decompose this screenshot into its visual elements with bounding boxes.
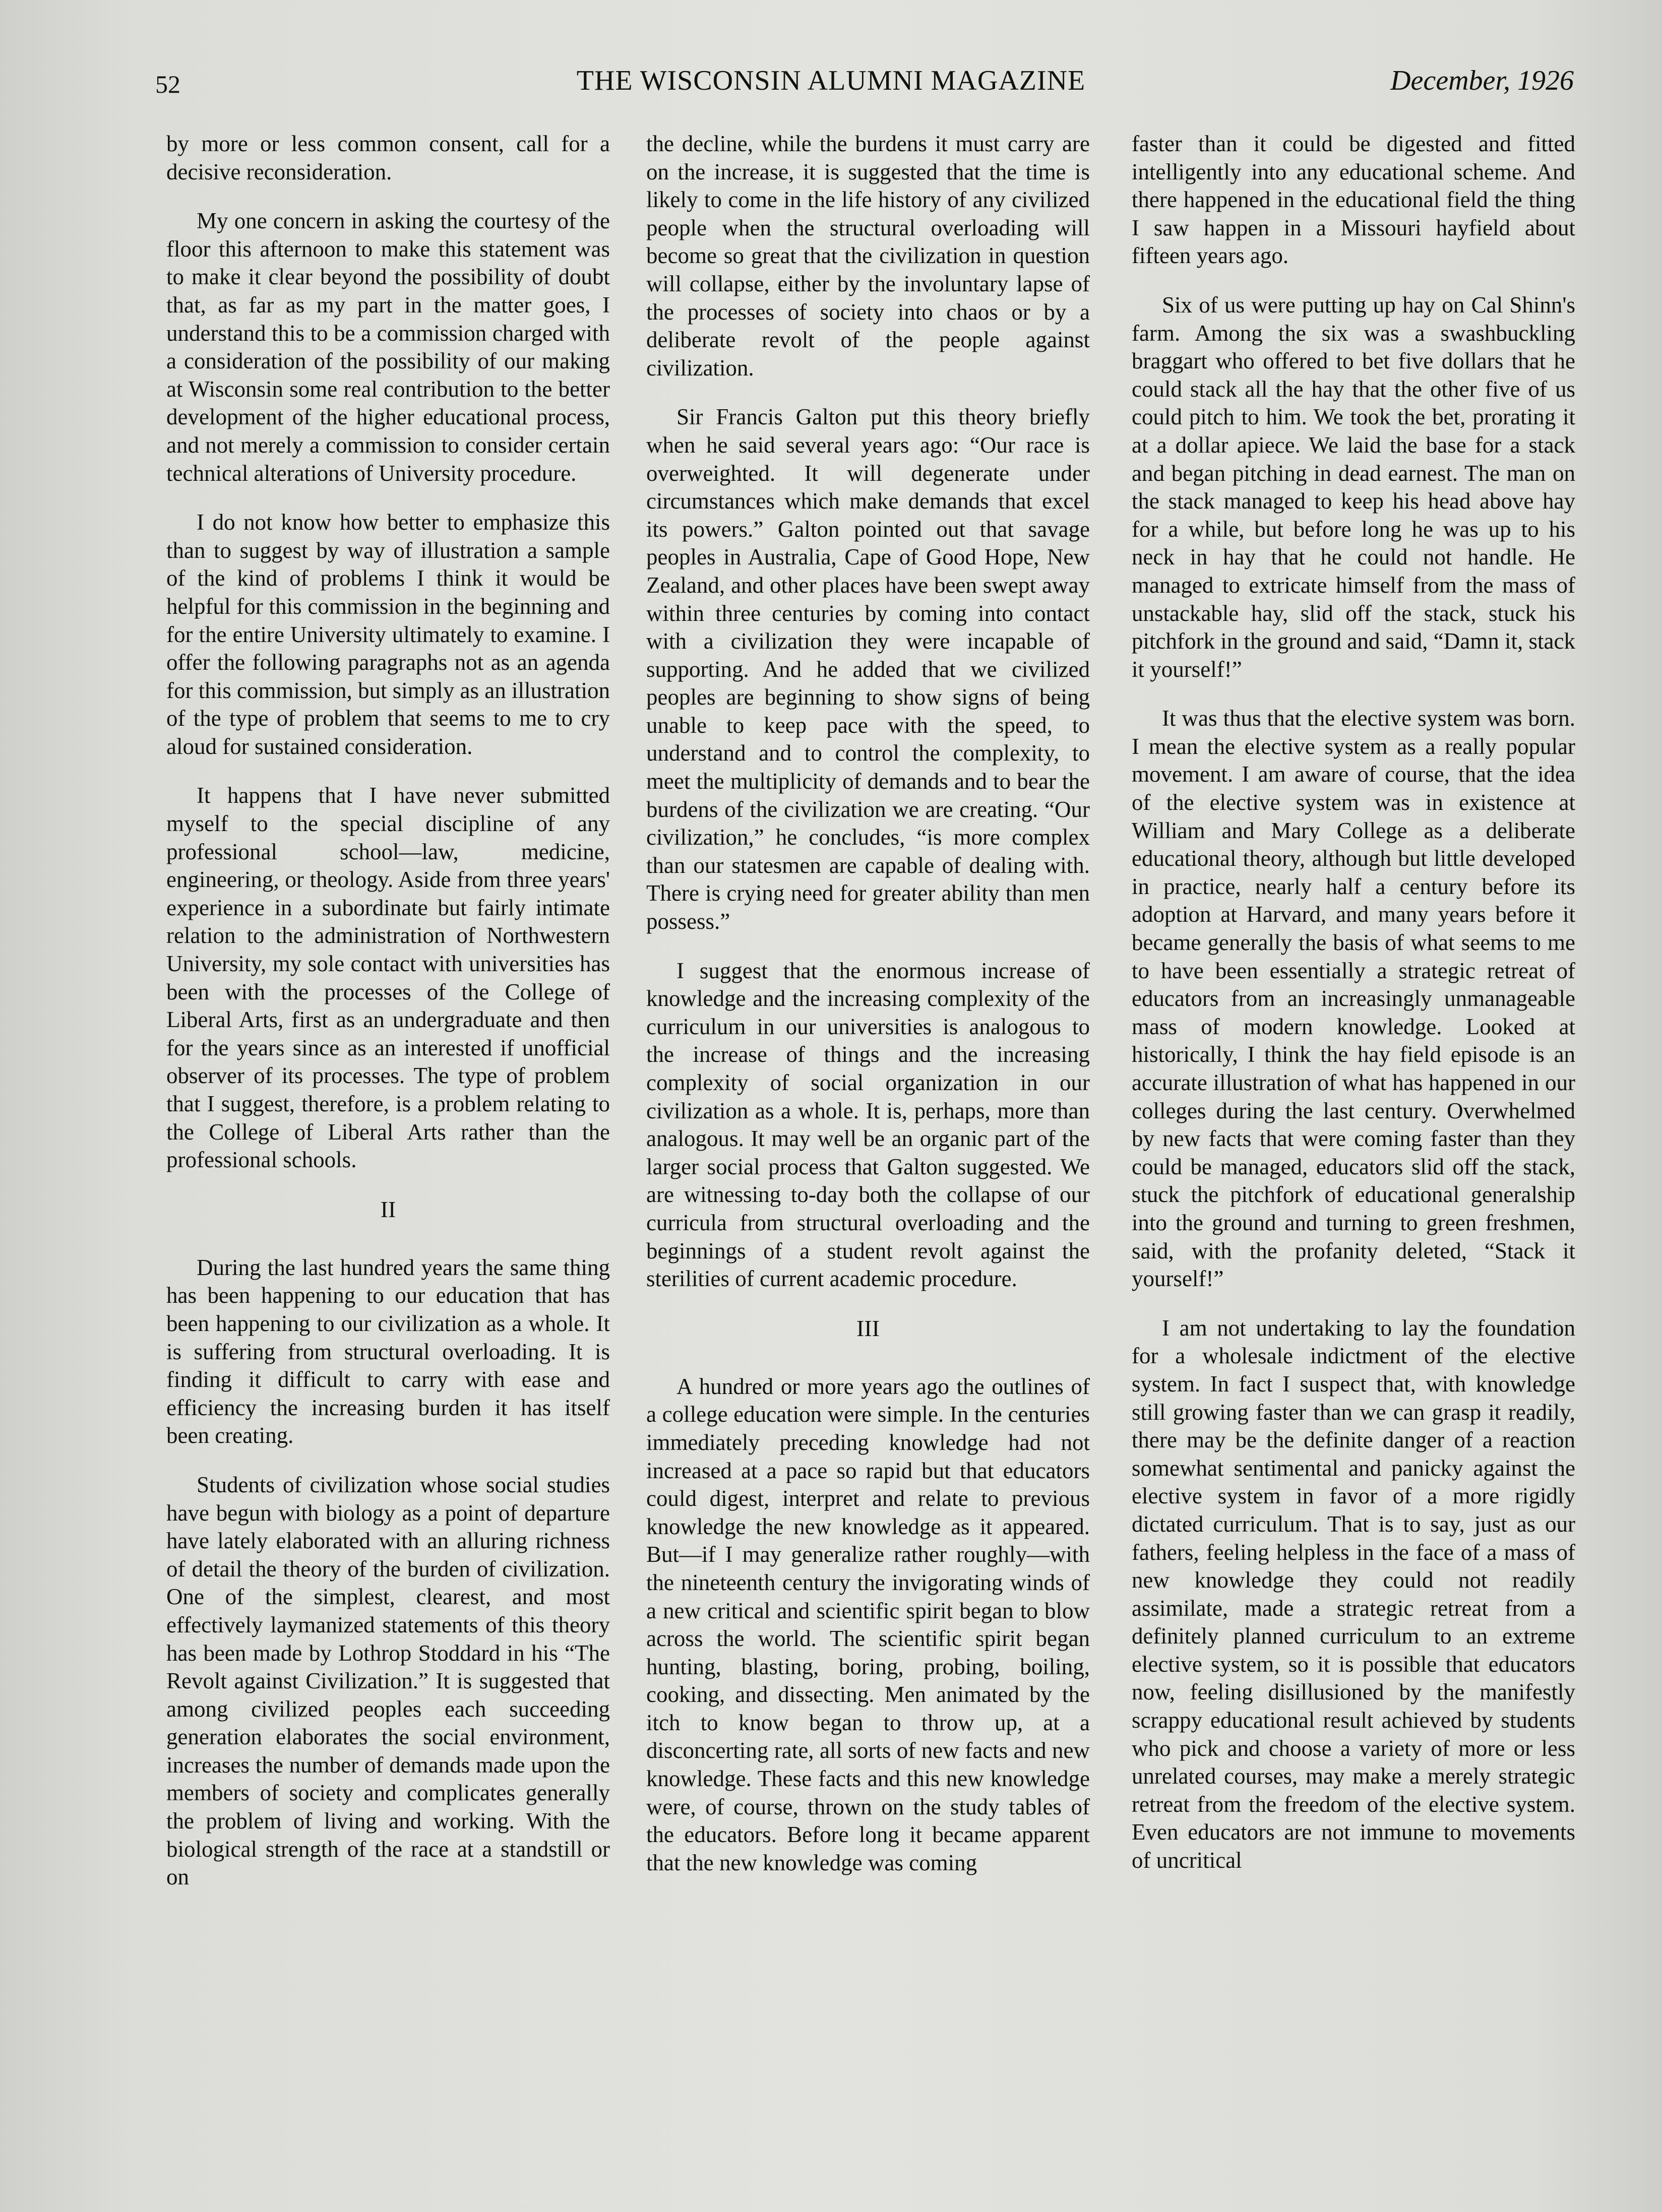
paragraph: Six of us were putting up hay on Cal Shinn's farm. Among the six was a swashbuckling braggart who offered to bet five dollars that he could stack all the hay that the other five of us could pitch to him. We took the bet, prorating it at a dollar apiece. We laid the base for a stack and began pitching in dead earnest. The man on the stack managed to keep his head above hay for a while, but before long he was up to his neck in hay that he could not handle. He managed to extricate himself from the mass of unstackable hay, slid off the stack, stuck his pitchfork in the ground and said, “Damn it, stack it yourself!” — [1132, 292, 1575, 682]
paragraph: Students of civilization whose social studies have begun with biology as a point of departure have lately elaborated with an alluring richness of detail the theory of the burden of civilization. One of the simplest, clearest, and most effectively laymanized statements of this theory has been made by Lothrop Stoddard in his “The Revolt against Civilization.” It is suggested that among civilized peoples each succeeding generation elaborates the social environment, increases the number of demands made upon the members of society and complicates generally the problem of living and working. With the biological strength of the race at a standstill or on — [166, 1472, 610, 1890]
paragraph: A hundred or more years ago the outlines of a college education were simple. In the centuries immediately preceding knowledge had not increased at a pace so rapid but that educators could digest, interpret and relate to previous knowledge the new knowledge as it appeared. But—if I may generalize rather roughly—with the nineteenth century the invigorating winds of a new critical and scientific spirit began to blow across the world. The scientific spirit began hunting, blasting, boring, probing, boiling, cooking, and dissecting. Men animated by the itch to know began to throw up, at a disconcerting rate, all sorts of new facts and new knowledge. These facts and this new knowledge were, of course, thrown on the study tables of the educators. Before long it became apparent that the new knowledge was coming — [646, 1373, 1090, 1875]
paragraph: faster than it could be digested and fitted intelligently into any educational scheme. And there happened in the educational field the thing I saw happen in a Missouri hayfield about fifteen years ago. — [1132, 131, 1575, 269]
paragraph: I am not undertaking to lay the foundation for a wholesale indictment of the elective system. In fact I suspect that, with knowledge still growing faster than we can grasp it readily, there may be the definite danger of a reaction somewhat sentimental and panicky against the elective system in favor of a more rigidly dictated curriculum. That is to say, just as our fathers, feeling helpless in the face of a mass of new knowledge they could not readily assimilate, made a strategic retreat from a definitely planned curriculum to an extreme elective system, so it is possible that educators now, feeling disillusioned by the manifestly scrappy educational result achieved by students who pick and choose a variety of more or less unrelated courses, may make a merely strategic retreat from the freedom of the elective system. Even educators are not immune to movements of uncritical — [1132, 1315, 1575, 1873]
paragraph: the decline, while the burdens it must carry are on the increase, it is suggested that the time is likely to come in the life history of any civilized people when the structural overloading will become so great that the civilization in question will collapse, either by the involuntary lapse of the processes of society into chaos or by a deliberate revolt of the people against civilization. — [646, 131, 1090, 381]
paragraph: I suggest that the enormous increase of knowledge and the increasing complexity of the curriculum in our universities is analogous to the increase of things and the increasing complexity of social organization in our civilization as a whole. It is, perhaps, more than analogous. It may well be an organic part of the larger social process that Galton suggested. We are witnessing to-day both the collapse of our curricula from structural overloading and the beginnings of a student revolt against the sterilities of current academic procedure. — [646, 958, 1090, 1292]
paragraph: It happens that I have never submitted myself to the special discipline of any professional school—law, medicine, engineering, or theology. Aside from three years' experience in a subordinate but fairly intimate relation to the administration of Northwestern University, my sole contact with universities has been with the processes of the College of Liberal Arts, first as an undergraduate and then for the years since as an interested if unofficial observer of its processes. The type of problem that I suggest, therefore, is a problem relating to the College of Liberal Arts rather than the professional schools. — [166, 783, 610, 1173]
paragraph: It was thus that the elective system was born. I mean the elective system as a really popular movement. I am aware of course, that the idea of the elective system was in existence at William and Mary College as a deliberate educational theory, although but little developed in practice, nearly half a century before its adoption at Harvard, and many years before it became generally the basis of what seems to me to have been essentially a strategic retreat of educators from an increasingly unmanageable mass of modern knowledge. Looked at historically, I think the hay field episode is an accurate illustration of what has happened in our colleges during the last century. Overwhelmed by new facts that were coming faster than they could be managed, educators slid off the stack, stuck the pitchfork of educational generalship into the ground and turning to green freshmen, said, with the profanity deleted, “Stack it yourself!” — [1132, 706, 1575, 1292]
paragraph: I do not know how better to emphasize this than to suggest by way of illustration a sample of the kind of problems I think it would be helpful for this commission in the beginning and for the entire University ultimately to examine. I offer the following paragraphs not as an agenda for this commission, but simply as an illustration of the type of problem that seems to me to cry aloud for sustained consideration. — [166, 510, 610, 759]
magazine-title: THE WISCONSIN ALUMNI MAGAZINE — [576, 65, 1086, 96]
issue-date: December, 1926 — [1390, 65, 1574, 96]
paragraph: During the last hundred years the same thing has been happening to our education that has been happening to our civilization as a whole. It is suffering from structural overloading. It is finding it difficult to carry with ease and efficiency the increasing burden it has itself been creating. — [166, 1254, 610, 1448]
running-head — [0, 60, 1662, 101]
text-column-1 — [166, 130, 610, 1913]
text-column-2 — [646, 130, 1090, 1898]
paragraph: by more or less common consent, call for a decisive reconsideration. — [166, 131, 610, 184]
section-heading: III — [856, 1315, 880, 1341]
paragraph: My one concern in asking the courtesy of the floor this afternoon to make this statement was to make it clear beyond the possibility of doubt that, as far as my part in the matter goes, I understand this to be a commission charged with a consideration of the possibility of our making at Wisconsin some real contribution to the better development of the higher educational process, and not merely a commission to consider certain technical alterations of University procedure. — [166, 208, 610, 486]
paragraph: Sir Francis Galton put this theory briefly when he said several years ago: “Our race is overweighted. It will degenerate under circumstances which make demands that excel its powers.” Galton pointed out that savage peoples in Australia, Cape of Good Hope, New Zealand, and other places have been swept away within three centuries by coming into contact with a civilization they were incapable of supporting. And he added that we civilized peoples are beginning to show signs of being unable to keep pace with the speed, to understand and to control the complexity, to meet the multiplicity of demands and to bear the burdens of the civilization we are creating. “Our civilization,” he concludes, “is more complex than our statesmen are capable of dealing with. There is crying need for greater ability than men possess.” — [646, 404, 1090, 934]
section-heading: II — [380, 1196, 396, 1222]
page-number: 52 — [155, 70, 180, 98]
text-column-3 — [1132, 130, 1575, 1896]
